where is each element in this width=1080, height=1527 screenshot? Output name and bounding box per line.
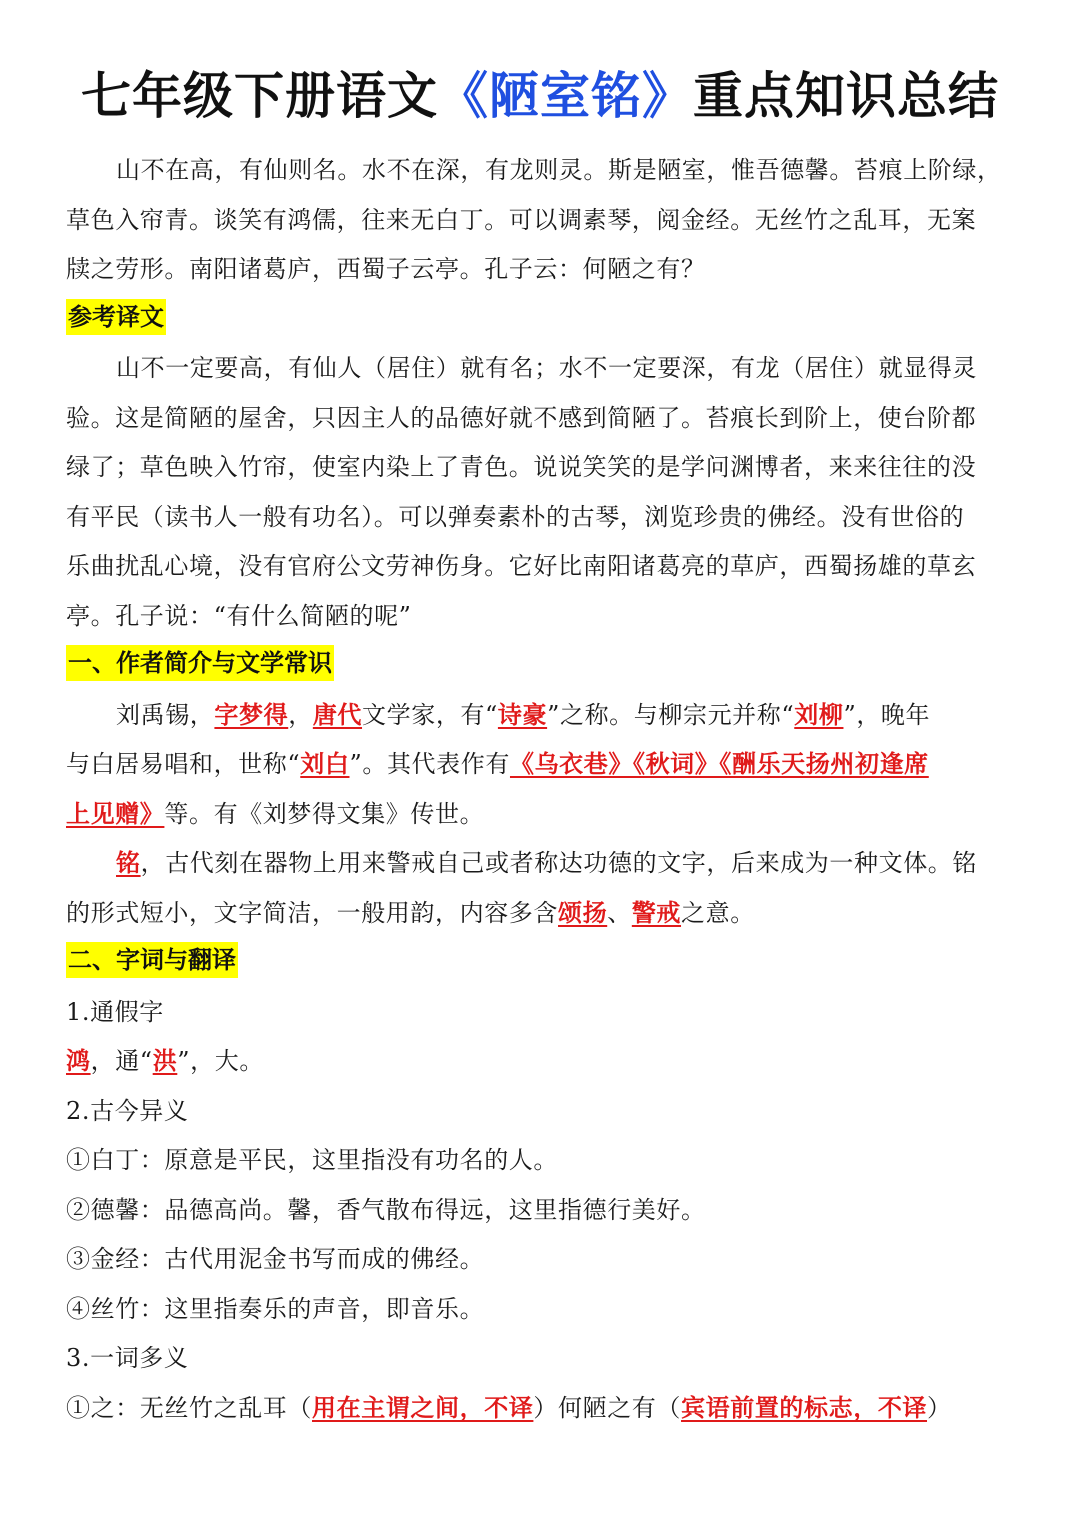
translation-line: 亭。孔子说：“有什么简陋的呢” — [66, 601, 412, 630]
text: ”。其代表作有 — [349, 750, 510, 778]
author-intro — [66, 691, 1014, 840]
section1-heading-row — [66, 641, 1014, 691]
subheading-tongjia: 1.通假字 — [66, 997, 164, 1026]
text: ，通“ — [90, 1047, 153, 1075]
key-term: 警戒 — [631, 898, 682, 927]
translation-heading: 参考译文 — [66, 299, 166, 335]
page-title — [66, 0, 1014, 126]
original-text — [66, 146, 1014, 295]
text: 文学家，有“ — [362, 700, 498, 729]
key-term: 刘白 — [300, 750, 350, 778]
key-term: 刘柳 — [794, 700, 844, 729]
text: 等。有《刘梦得文集》传世。 — [164, 799, 485, 828]
text: 的形式短小，文字简洁，一般用韵，内容多含 — [66, 898, 558, 927]
author-line — [66, 790, 1014, 840]
author-line — [66, 740, 1014, 790]
gujin-item: ②德馨：品德高尚。馨，香气散布得远，这里指德行美好。 — [66, 1195, 706, 1224]
translation-line: 验。这是简陋的屋舍，只因主人的品德好就不感到简陋了。苔痕长到阶上，使台阶都 — [66, 403, 977, 432]
text: 、 — [607, 898, 632, 927]
text: ”，大。 — [177, 1047, 264, 1075]
key-term: 洪 — [152, 1047, 178, 1075]
translation-line: 山不一定要高，有仙人（居住）就有名；水不一定要深，有龙（居住）就显得灵 — [116, 354, 977, 382]
key-term: 用在主谓之间，不译 — [312, 1393, 534, 1422]
original-line: 牍之劳形。南阳诸葛庐，西蜀子云亭。孔子云：何陋之有？ — [66, 255, 706, 283]
text: ”，晚年 — [843, 700, 931, 729]
text: 与白居易唱和，世称“ — [66, 750, 301, 778]
text: 之意。 — [681, 898, 755, 927]
translation-line: 乐曲扰乱心境，没有官府公文劳神伤身。它好比南阳诸葛亮的草庐，西蜀扬雄的草玄 — [66, 552, 977, 580]
yici-line — [66, 1384, 1014, 1434]
key-term: 宾语前置的标志，不译 — [681, 1393, 928, 1422]
subheading-yici: 3.一词多义 — [66, 1344, 189, 1372]
key-term: 鸿 — [66, 1047, 91, 1075]
text: ）何陋之有（ — [533, 1393, 682, 1422]
key-term: 《乌衣巷》《秋词》《酬乐天扬州初逢席 — [509, 750, 929, 778]
original-line: 草色入帘青。谈笑有鸿儒，往来无白丁。可以调素琴，阅金经。无丝竹之乱耳，无案 — [66, 205, 977, 234]
key-term: 铭 — [116, 849, 141, 877]
text: 刘禹锡， — [116, 700, 215, 729]
translation-line: 有平民（读书人一般有功名）。可以弹奏素朴的古琴，浏览珍贵的佛经。没有世俗的 — [66, 502, 965, 531]
text: ，古代刻在器物上用来警戒自己或者称达功德的文字，后来成为一种文体。铭 — [140, 849, 978, 877]
key-term: 上见赠》 — [66, 799, 165, 828]
ming-line — [66, 889, 1014, 939]
text: ） — [927, 1393, 952, 1422]
gujin-item: ③金经：古代用泥金书写而成的佛经。 — [66, 1245, 485, 1273]
key-term: 诗豪 — [497, 700, 548, 729]
translation-line: 绿了；草色映入竹帘，使室内染上了青色。说说笑笑的是学问渊博者，来来往往的没 — [66, 453, 977, 481]
key-term: 字梦得 — [214, 700, 289, 729]
gujin-item: ④丝竹：这里指奏乐的声音，即音乐。 — [66, 1294, 485, 1323]
author-line — [66, 691, 1014, 741]
section2-heading: 二、字词与翻译 — [66, 942, 238, 978]
section2-heading-row — [66, 938, 1014, 988]
ming-line — [66, 839, 1014, 889]
subheading-gujin: 2.古今异义 — [66, 1096, 189, 1125]
title-part1: 七年级下册语文 — [81, 67, 438, 125]
ming-definition — [66, 839, 1014, 938]
translation-text — [66, 344, 1014, 641]
title-part2: 重点知识总结 — [693, 67, 999, 125]
gujin-item: ①白丁：原意是平民，这里指没有功名的人。 — [66, 1146, 558, 1174]
text: ①之：无丝竹之乱耳（ — [66, 1393, 312, 1422]
key-term: 颂扬 — [558, 898, 608, 927]
title-highlight: 《陋室铭》 — [438, 67, 693, 125]
section1-heading: 一、作者简介与文学常识 — [66, 645, 334, 681]
translation-heading-row — [66, 295, 1014, 345]
text: ”之称。与柳宗元并称“ — [547, 700, 795, 729]
key-term: 唐代 — [312, 700, 363, 729]
original-line: 山不在高，有仙则名。水不在深，有龙则灵。斯是陋室，惟吾德馨。苔痕上阶绿， — [116, 156, 1002, 184]
text: ， — [288, 700, 313, 729]
tongjia-line — [66, 1037, 1014, 1087]
